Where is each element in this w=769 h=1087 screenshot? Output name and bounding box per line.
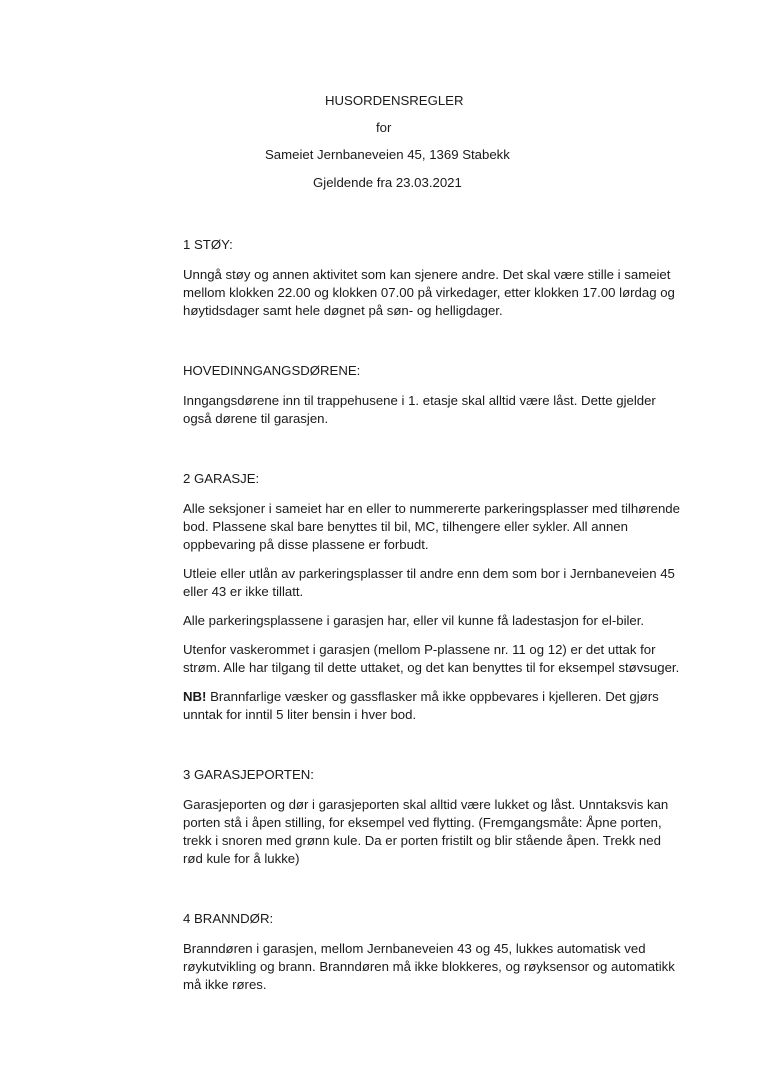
spacer [183, 439, 683, 470]
paragraph: Alle seksjoner i sameiet har en eller to nummererte parkeringsplasser med tilhørende bod. Plassene skal bare benyttes til bil, MC, tilhengere eller sykler. All annen oppbevaring på disse plassene er forbudt. [183, 501, 680, 552]
title-for: for [376, 120, 392, 135]
paragraph: Unngå støy og annen aktivitet som kan sjenere andre. Det skal være stille i sameiet mellom klokken 22.00 og klokken 07.00 på virkedager, etter klokken 17.00 lørdag og høytidsdager samt hele døgnet på søn- og helligdager. [183, 267, 675, 318]
paragraph: Inngangsdørene inn til trappehusene i 1. etasje skal alltid være låst. Dette gjelder også dørene til garasjen. [183, 393, 656, 426]
nb-text: Brannfarlige væsker og gassflasker må ikke oppbevares i kjelleren. Det gjørs unntak for inntil 5 liter bensin i hver bod. [183, 689, 659, 722]
spacer [183, 879, 683, 910]
section-branndor [183, 910, 683, 994]
section-stoy [183, 236, 683, 320]
paragraph: Garasjeporten og dør i garasjeporten skal alltid være lukket og låst. Unntaksvis kan porten stå i åpen stilling, for eksempel ved flytting. (Fremgangsmåte: Åpne porten, trekk i snoren med grønn kule. Da er porten fristilt og blir stående åpen. Trekk ned rød kule for å lukke) [183, 797, 669, 866]
title-effective-date: Gjeldende fra 23.03.2021 [313, 175, 462, 190]
spacer [183, 735, 683, 766]
section-heading: 2 GARASJE: [183, 471, 260, 486]
title-organization: Sameiet Jernbaneveien 45, 1369 Stabekk [265, 147, 510, 162]
section-heading: HOVEDINNGANGSDØRENE: [183, 363, 361, 378]
paragraph: Utleie eller utlån av parkeringsplasser til andre enn dem som bor i Jernbaneveien 45 eller 43 er ikke tillatt. [183, 566, 675, 599]
paragraph: Utenfor vaskerommet i garasjen (mellom P-plassene nr. 11 og 12) er det uttak for strøm. Alle har tilgang til dette uttaket, og det kan benyttes til for eksempel støvsuger. [183, 642, 680, 675]
section-garasjeporten [183, 766, 683, 868]
section-garasje [183, 470, 683, 724]
section-heading: 4 BRANNDØR: [183, 911, 274, 926]
paragraph-nb [183, 688, 683, 724]
paragraph: Branndøren i garasjen, mellom Jernbaneveien 43 og 45, lukkes automatisk ved røykutvikling og brann. Branndøren må ikke blokkeres, og røyksensor og automatikk må ikke røres. [183, 941, 675, 992]
section-hovedinngang [183, 362, 683, 428]
spacer [183, 331, 683, 362]
paragraph: Alle parkeringsplassene i garasjen har, eller vil kunne få ladestasjon for el-biler. [183, 613, 645, 628]
section-heading: 1 STØY: [183, 237, 233, 252]
document-body [183, 236, 683, 1005]
section-heading: 3 GARASJEPORTEN: [183, 767, 314, 782]
nb-label: NB! [183, 689, 207, 704]
document-title: HUSORDENSREGLER [325, 93, 464, 108]
